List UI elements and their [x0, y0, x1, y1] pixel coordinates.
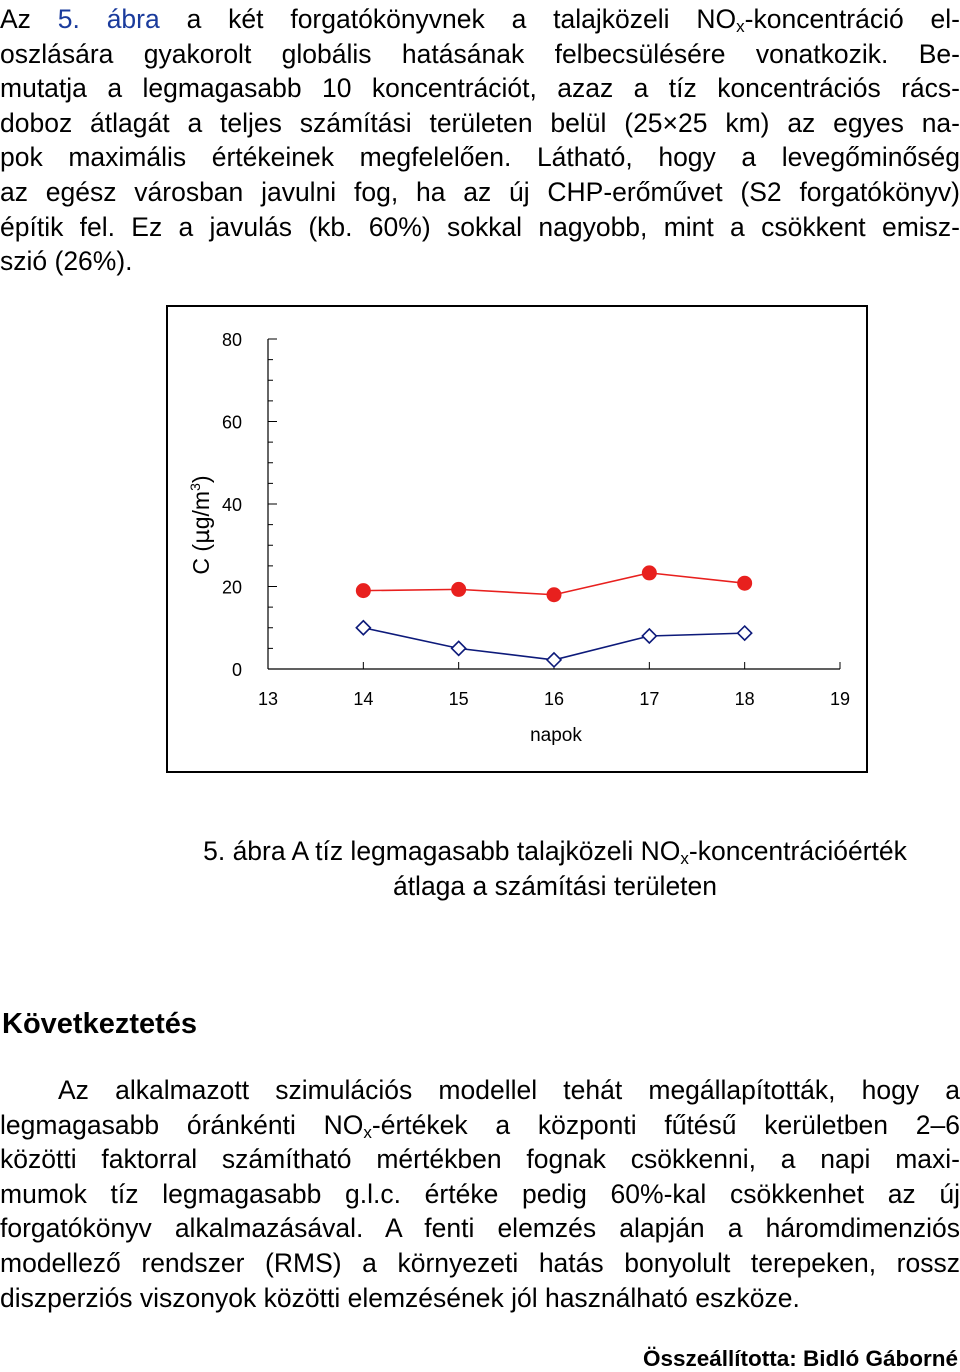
conclusion-line: modellező rendszer (RMS) a környezeti hatás bonyolult terepeken, rossz [0, 1247, 960, 1278]
x-tick-label: 17 [639, 689, 660, 709]
figure-link[interactable]: 5. ábra [57, 4, 160, 34]
intro-text: a két forgatókönyvnek a talajközeli NO [159, 4, 737, 34]
conclusion-line: Az alkalmazott szimulációs modellel tehát megállapították, hogy a [58, 1075, 960, 1105]
conclusion-paragraph [0, 1073, 960, 1315]
y-tick-label: 40 [221, 495, 242, 515]
x-tick-label: 13 [257, 689, 279, 709]
x-tick-label: 14 [353, 689, 374, 709]
caption-text: -koncentrációérték [688, 836, 907, 866]
series-1-point [642, 566, 656, 580]
intro-line: mutatja a legmagasabb 10 koncentrációt, azaz a tíz koncentrációs rács- [0, 73, 960, 104]
conclusion-line: diszperziós viszonyok közötti elemzésének jól használható eszköze. [0, 1282, 800, 1313]
conclusion-line: mumok tíz legmagasabb g.l.c. értéke pedig 60%-kal csökkenhet az új [0, 1178, 960, 1209]
x-axis-label: napok [530, 725, 582, 746]
y-axis-label-unit: g/m [188, 490, 214, 530]
section-heading: Következtetés [2, 1008, 198, 1040]
y-axis-label-mu: µ [189, 529, 215, 544]
intro-line: doboz átlagát a teljes számítási területen belül (25×25 km) az egyes na- [0, 107, 960, 138]
intro-line: oszlására gyakorolt globális hatásának felbecsülésére vonatkozik. Be- [0, 38, 960, 69]
intro-text: -koncentráció el- [744, 4, 960, 34]
subscript-x: x [736, 17, 745, 36]
conclusion-text: legmagasabb óránkénti NO [0, 1109, 364, 1140]
y-tick-label: 60 [221, 412, 242, 433]
x-tick-label: 15 [448, 689, 469, 709]
y-tick-label: 80 [221, 330, 242, 350]
series-1-point [738, 576, 752, 590]
intro-line: szió (26%). [0, 246, 133, 277]
intro-text: Az [0, 4, 58, 34]
series-1-point [356, 584, 370, 598]
x-tick-label: 18 [734, 689, 755, 709]
y-axis-label [187, 475, 215, 574]
subscript-x: x [680, 849, 689, 868]
series-2-point [738, 626, 752, 640]
caption-line-2: átlaga a számítási területen [392, 871, 718, 901]
chart-axes [268, 339, 840, 669]
line-chart [168, 307, 866, 771]
caption-line-1 [0, 834, 960, 869]
conclusion-text: -értékek a központi fűtésű kerületben 2–6 [371, 1109, 960, 1140]
author-credit: Összeállította: Bidló Gáborné [642, 1346, 958, 1371]
intro-line [0, 2, 960, 37]
x-tick-label: 16 [543, 689, 565, 709]
intro-line: építik fel. Ez a javulás (kb. 60%) sokkal nagyobb, mint a csökkent emisz- [0, 211, 960, 242]
chart-ticks [222, 330, 850, 709]
series-1-point [547, 588, 561, 602]
intro-line: pok maximális értékeinek megfelelően. Látható, hogy a levegőminőség [0, 142, 960, 173]
chart-frame [166, 305, 868, 773]
subscript-x: x [363, 1122, 372, 1142]
series-2-point [547, 653, 561, 667]
intro-paragraph [0, 2, 960, 279]
y-axis-label-close: ) [188, 475, 214, 484]
y-axis-label-exponent: 3 [187, 483, 203, 491]
series-2-point [356, 621, 370, 635]
y-axis-label-c: C ( [188, 543, 214, 575]
series-1-point [452, 582, 466, 596]
x-tick-label: 19 [829, 689, 851, 709]
caption-text: 5. ábra A tíz legmagasabb talajközeli NO [203, 836, 681, 866]
figure-caption [0, 834, 960, 904]
intro-line: az egész városban javulni fog, ha az új CHP-erőművet (S2 forgatókönyv) [0, 176, 960, 207]
conclusion-line: forgatókönyv alkalmazásával. A fenti elemzés alapján a háromdimenziós [0, 1213, 960, 1244]
series-2-point [642, 629, 656, 643]
chart-series-layer [356, 566, 751, 667]
y-tick-label: 0 [231, 660, 242, 680]
conclusion-line: közötti faktorral számítható mértékben fognak csökkenni, a napi maxi- [0, 1144, 960, 1175]
series-2-point [452, 641, 466, 655]
conclusion-line [0, 1108, 960, 1143]
y-tick-label: 20 [221, 577, 242, 598]
